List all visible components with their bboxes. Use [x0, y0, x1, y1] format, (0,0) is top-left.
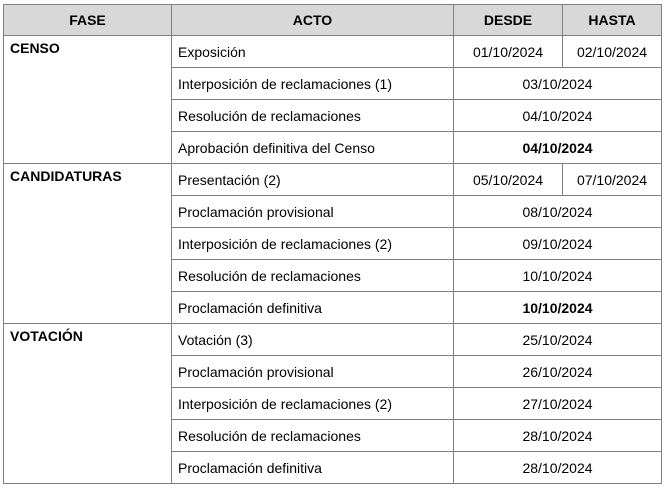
- date-single: 09/10/2024: [454, 228, 662, 260]
- date-hasta: 07/10/2024: [563, 164, 662, 196]
- header-acto: ACTO: [172, 5, 454, 36]
- date-single: 26/10/2024: [454, 356, 662, 388]
- date-single: 03/10/2024: [454, 68, 662, 100]
- electoral-calendar-table: [3, 4, 662, 484]
- date-single: 10/10/2024: [454, 292, 662, 324]
- header-fase: FASE: [4, 5, 172, 36]
- date-single: 08/10/2024: [454, 196, 662, 228]
- act-name: Interposición de reclamaciones (1): [172, 68, 454, 100]
- act-name: Proclamación definitiva: [172, 292, 454, 324]
- phase-name: CANDIDATURAS: [4, 164, 172, 324]
- date-single: 27/10/2024: [454, 388, 662, 420]
- date-desde: 05/10/2024: [454, 164, 563, 196]
- date-hasta: 02/10/2024: [563, 36, 662, 68]
- table-header: [4, 5, 662, 36]
- header-row: [4, 5, 662, 36]
- act-name: Proclamación provisional: [172, 196, 454, 228]
- table-row: [4, 324, 662, 356]
- act-name: Interposición de reclamaciones (2): [172, 228, 454, 260]
- act-name: Proclamación definitiva: [172, 452, 454, 484]
- phase-name: CENSO: [4, 36, 172, 164]
- act-name: Aprobación definitiva del Censo: [172, 132, 454, 164]
- date-single: 04/10/2024: [454, 132, 662, 164]
- date-single: 25/10/2024: [454, 324, 662, 356]
- date-single: 10/10/2024: [454, 260, 662, 292]
- act-name: Resolución de reclamaciones: [172, 100, 454, 132]
- act-name: Resolución de reclamaciones: [172, 420, 454, 452]
- date-single: 28/10/2024: [454, 420, 662, 452]
- date-single: 28/10/2024: [454, 452, 662, 484]
- header-hasta: HASTA: [563, 5, 662, 36]
- phase-name: VOTACIÓN: [4, 324, 172, 484]
- act-name: Interposición de reclamaciones (2): [172, 388, 454, 420]
- act-name: Proclamación provisional: [172, 356, 454, 388]
- act-name: Votación (3): [172, 324, 454, 356]
- date-single: 04/10/2024: [454, 100, 662, 132]
- date-desde: 01/10/2024: [454, 36, 563, 68]
- table-row: [4, 164, 662, 196]
- header-desde: DESDE: [454, 5, 563, 36]
- act-name: Exposición: [172, 36, 454, 68]
- table-body: [4, 36, 662, 484]
- act-name: Presentación (2): [172, 164, 454, 196]
- act-name: Resolución de reclamaciones: [172, 260, 454, 292]
- table-row: [4, 36, 662, 68]
